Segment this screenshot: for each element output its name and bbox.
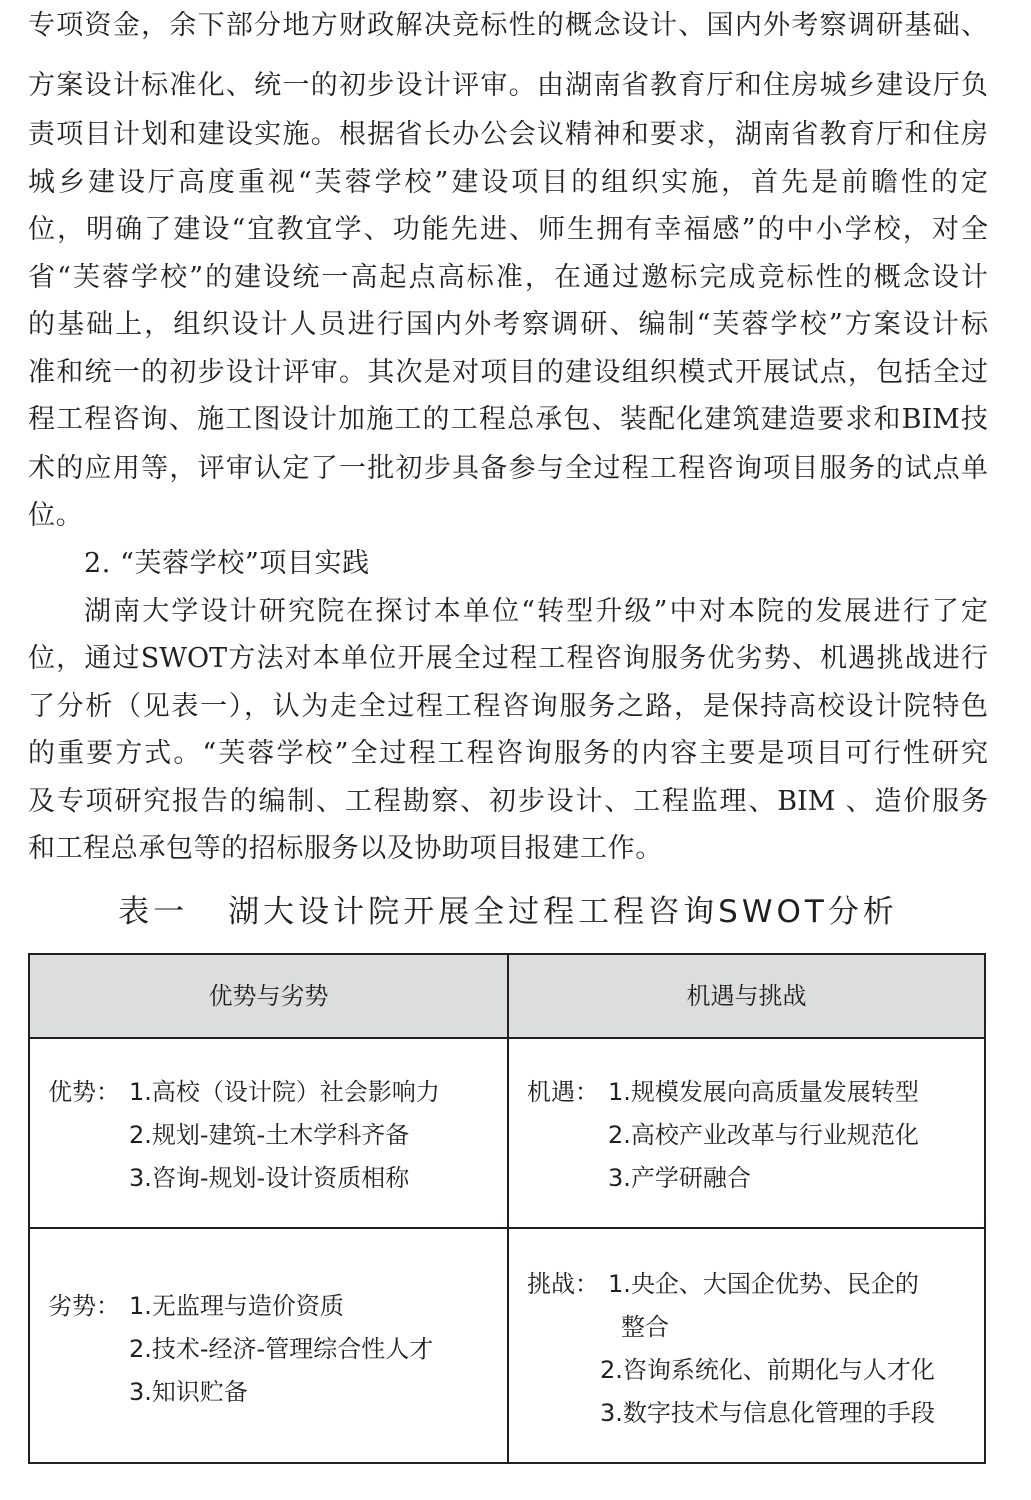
paragraph-line: 湖南大学设计研究院在探讨本单位“转型升级”中对本院的发展进行了定 xyxy=(84,596,988,627)
header-opportunities-threats: 机遇与挑战 xyxy=(509,955,984,1039)
paragraph-line: 准和统一的初步设计评审。其次是对项目的建设组织模式开展试点，包括全过 xyxy=(28,357,988,388)
paragraph-line: 术的应用等，评审认定了一批初步具备参与全过程工程咨询项目服务的试点单 xyxy=(28,453,988,484)
strength-item: 1.高校（设计院）社会影响力 xyxy=(129,1078,440,1106)
threat-item: 2.咨询系统化、前期化与人才化 xyxy=(600,1356,935,1384)
opportunity-item: 1.规模发展向高质量发展转型 xyxy=(608,1078,919,1106)
column-divider xyxy=(507,955,509,1462)
paragraph-line: 位，明确了建设“宜教宜学、功能先进、师生拥有幸福感”的中小学校，对全 xyxy=(28,214,988,245)
threat-item-continued: 整合 xyxy=(621,1313,669,1341)
swot-table xyxy=(28,953,986,1464)
weakness-item: 3.知识贮备 xyxy=(129,1378,248,1406)
strength-item: 2.规划-建筑-土木学科齐备 xyxy=(129,1121,410,1149)
paragraph-line: 省“芙蓉学校”的建设统一高起点高标准，在通过邀标完成竞标性的概念设计 xyxy=(28,262,988,293)
paragraph-line: 的基础上，组织设计人员进行国内外考察调研、编制“芙蓉学校”方案设计标 xyxy=(28,309,988,340)
row-divider xyxy=(30,1227,984,1229)
section-heading: 2. “芙蓉学校”项目实践 xyxy=(84,548,370,579)
paragraph-line: 专项资金，余下部分地方财政解决竞标性的概念设计、国内外考察调研基础、 xyxy=(28,10,988,41)
table-caption-label: 表一 xyxy=(118,894,189,930)
opportunities-label: 机遇： xyxy=(527,1078,599,1106)
paragraph-line: 和工程总承包等的招标服务以及协助项目报建工作。 xyxy=(28,833,663,864)
paragraph-line: 城乡建设厅高度重视“芙蓉学校”建设项目的组织实施，首先是前瞻性的定 xyxy=(28,167,988,198)
paragraph-line: 及专项研究报告的编制、工程勘察、初步设计、工程监理、BIM 、造价服务 xyxy=(28,786,988,817)
threat-item: 1.央企、大国企优势、民企的 xyxy=(608,1270,919,1298)
opportunity-item: 2.高校产业改革与行业规范化 xyxy=(608,1121,919,1149)
header-strengths-weaknesses: 优势与劣势 xyxy=(30,955,509,1039)
paragraph-line: 责项目计划和建设实施。根据省长办公会议精神和要求，湖南省教育厅和住房 xyxy=(28,119,988,150)
table-caption xyxy=(28,890,988,934)
strengths-label: 优势： xyxy=(48,1078,120,1106)
threat-item: 3.数字技术与信息化管理的手段 xyxy=(600,1399,935,1427)
weakness-item: 1.无监理与造价资质 xyxy=(129,1292,344,1320)
strength-item: 3.咨询-规划-设计资质相称 xyxy=(129,1164,410,1192)
paragraph-line: 的重要方式。“芙蓉学校”全过程工程咨询服务的内容主要是项目可行性研究 xyxy=(28,738,988,769)
table-caption-text: 湖大设计院开展全过程工程咨询SWOT分析 xyxy=(228,894,898,930)
paragraph-line: 了分析（见表一），认为走全过程工程咨询服务之路，是保持高校设计院特色 xyxy=(28,691,988,722)
weaknesses-label: 劣势： xyxy=(48,1292,120,1320)
paragraph-line: 程工程咨询、施工图设计加施工的工程总承包、装配化建筑建造要求和BIM技 xyxy=(28,404,988,435)
paragraph-line: 位。 xyxy=(28,500,84,531)
paragraph-line: 方案设计标准化、统一的初步设计评审。由湖南省教育厅和住房城乡建设厅负 xyxy=(28,70,988,101)
paragraph-line: 位，通过SWOT方法对本单位开展全过程工程咨询服务优劣势、机遇挑战进行 xyxy=(28,643,988,674)
threats-label: 挑战： xyxy=(527,1270,599,1298)
opportunity-item: 3.产学研融合 xyxy=(608,1164,751,1192)
weakness-item: 2.技术-经济-管理综合性人才 xyxy=(129,1335,434,1363)
